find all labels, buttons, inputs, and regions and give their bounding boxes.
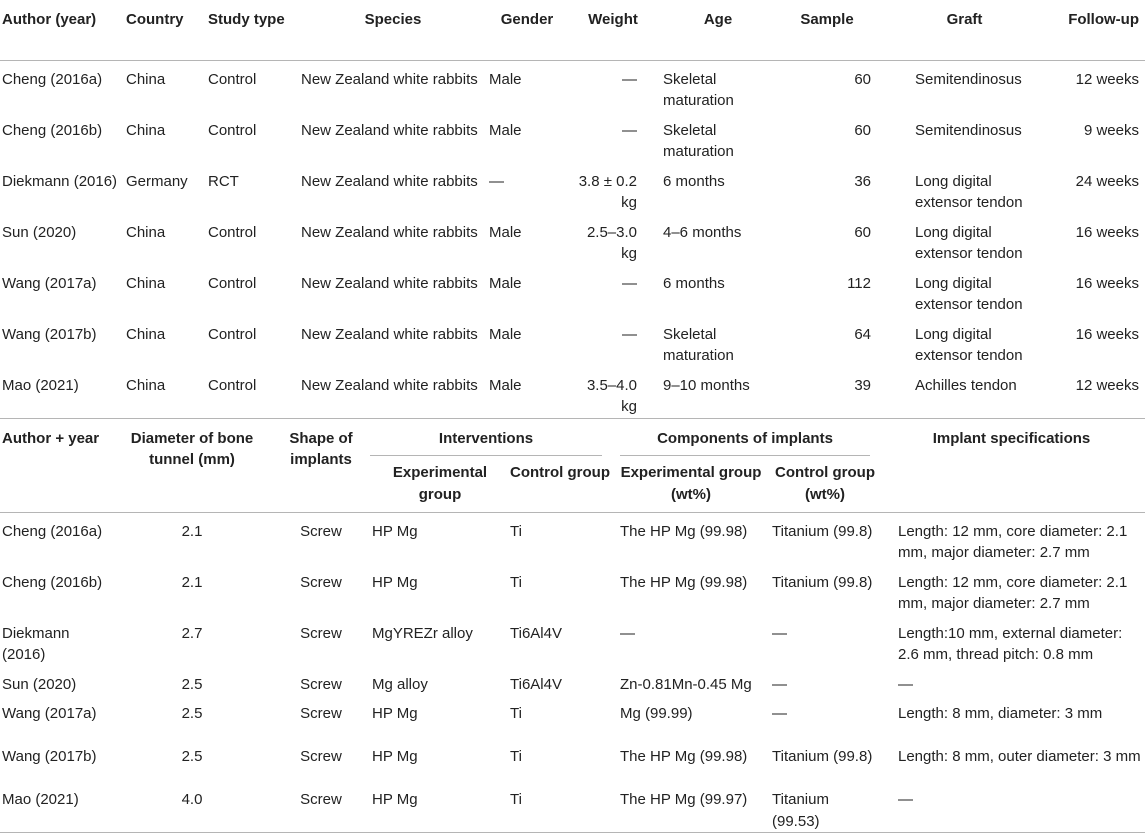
cell-shape: Screw — [272, 666, 370, 696]
cell-diameter: 4.0 — [112, 781, 272, 833]
cell-author: Wang (2017b) — [0, 738, 112, 781]
cell-author: Wang (2017a) — [0, 265, 124, 316]
cell-comp-experimental: The HP Mg (99.98) — [610, 512, 772, 564]
cell-weight: — — [567, 112, 659, 163]
cell-int-experimental: HP Mg — [370, 564, 510, 615]
table-row — [0, 512, 1145, 564]
cell-comp-experimental: Mg (99.99) — [610, 695, 772, 738]
cell-age: Skeletal maturation — [659, 60, 777, 112]
cell-age: 4–6 months — [659, 214, 777, 265]
cell-int-experimental: MgYREZr alloy — [370, 615, 510, 666]
cell-species: New Zealand white rabbits — [299, 265, 487, 316]
cell-int-experimental: HP Mg — [370, 512, 510, 564]
cell-comp-experimental: — — [610, 615, 772, 666]
cell-comp-experimental: Zn-0.81Mn-0.45 Mg — [610, 666, 772, 696]
table-row — [0, 564, 1145, 615]
cell-sample: 60 — [777, 112, 877, 163]
col-gender: Gender — [487, 0, 567, 60]
cell-followup: 9 weeks — [1052, 112, 1145, 163]
cell-weight: 3.5–4.0 kg — [567, 367, 659, 419]
cell-comp-control: Titanium (99.53) — [772, 781, 878, 833]
cell-weight: — — [567, 316, 659, 367]
cell-country: China — [124, 367, 206, 419]
cell-sample: 60 — [777, 60, 877, 112]
col-comp-experimental: Experimental group (wt%) — [610, 456, 772, 512]
cell-author: Mao (2021) — [0, 781, 112, 833]
col-graft: Graft — [877, 0, 1052, 60]
table-row — [0, 367, 1145, 419]
cell-specs: Length: 12 mm, core diameter: 2.1 mm, major diameter: 2.7 mm — [878, 512, 1145, 564]
cell-int-experimental: HP Mg — [370, 738, 510, 781]
cell-diameter: 2.5 — [112, 738, 272, 781]
table-row — [0, 214, 1145, 265]
table-row — [0, 265, 1145, 316]
cell-weight: 3.8 ± 0.2 kg — [567, 163, 659, 214]
cell-author: Wang (2017b) — [0, 316, 124, 367]
cell-gender: Male — [487, 214, 567, 265]
cell-comp-experimental: The HP Mg (99.98) — [610, 738, 772, 781]
cell-weight: 2.5–3.0 kg — [567, 214, 659, 265]
col-age: Age — [659, 0, 777, 60]
cell-followup: 16 weeks — [1052, 214, 1145, 265]
col-implant-specs: Implant specifications — [878, 419, 1145, 513]
col-int-experimental: Experimental group — [370, 456, 510, 512]
cell-comp-control: — — [772, 695, 878, 738]
cell-species: New Zealand white rabbits — [299, 316, 487, 367]
cell-study-type: Control — [206, 214, 299, 265]
table-row — [0, 615, 1145, 666]
cell-int-control: Ti — [510, 564, 610, 615]
cell-comp-control: — — [772, 666, 878, 696]
cell-weight: — — [567, 60, 659, 112]
col-species: Species — [299, 0, 487, 60]
cell-diameter: 2.1 — [112, 564, 272, 615]
table-row — [0, 666, 1145, 696]
cell-species: New Zealand white rabbits — [299, 367, 487, 419]
cell-int-experimental: Mg alloy — [370, 666, 510, 696]
col-study-type: Study type — [206, 0, 299, 60]
cell-int-control: Ti — [510, 695, 610, 738]
table-row — [0, 163, 1145, 214]
cell-species: New Zealand white rabbits — [299, 60, 487, 112]
cell-gender: Male — [487, 316, 567, 367]
cell-sample: 36 — [777, 163, 877, 214]
cell-age: 6 months — [659, 265, 777, 316]
table1-header-row — [0, 0, 1145, 60]
cell-sample: 60 — [777, 214, 877, 265]
components-label: Components of implants — [620, 428, 870, 457]
implant-characteristics-table — [0, 419, 1145, 833]
cell-sample: 112 — [777, 265, 877, 316]
cell-graft: Long digital extensor tendon — [877, 214, 1052, 265]
cell-shape: Screw — [272, 738, 370, 781]
cell-graft: Semitendinosus — [877, 60, 1052, 112]
cell-int-control: Ti — [510, 781, 610, 833]
table2-header-row — [0, 419, 1145, 457]
col-int-control: Control group — [510, 456, 610, 512]
cell-followup: 24 weeks — [1052, 163, 1145, 214]
col-group-components — [610, 419, 878, 457]
cell-gender: Male — [487, 112, 567, 163]
cell-specs: Length: 12 mm, core diameter: 2.1 mm, major diameter: 2.7 mm — [878, 564, 1145, 615]
cell-followup: 12 weeks — [1052, 367, 1145, 419]
cell-followup: 12 weeks — [1052, 60, 1145, 112]
cell-shape: Screw — [272, 781, 370, 833]
table-row — [0, 738, 1145, 781]
cell-weight: — — [567, 265, 659, 316]
cell-author: Wang (2017a) — [0, 695, 112, 738]
col-followup: Follow-up — [1052, 0, 1145, 60]
table-row — [0, 112, 1145, 163]
cell-author: Cheng (2016a) — [0, 512, 112, 564]
cell-study-type: Control — [206, 112, 299, 163]
cell-age: 9–10 months — [659, 367, 777, 419]
cell-sample: 39 — [777, 367, 877, 419]
cell-followup: 16 weeks — [1052, 316, 1145, 367]
cell-diameter: 2.1 — [112, 512, 272, 564]
cell-graft: Semitendinosus — [877, 112, 1052, 163]
cell-int-experimental: HP Mg — [370, 695, 510, 738]
cell-comp-control: Titanium (99.8) — [772, 738, 878, 781]
col-diameter-bone-tunnel: Diameter of bone tunnel (mm) — [112, 419, 272, 513]
table-row — [0, 781, 1145, 833]
interventions-label: Interventions — [370, 428, 602, 457]
cell-graft: Long digital extensor tendon — [877, 265, 1052, 316]
cell-species: New Zealand white rabbits — [299, 163, 487, 214]
cell-country: China — [124, 265, 206, 316]
cell-author: Cheng (2016b) — [0, 564, 112, 615]
cell-shape: Screw — [272, 512, 370, 564]
cell-age: Skeletal maturation — [659, 112, 777, 163]
cell-study-type: Control — [206, 316, 299, 367]
cell-country: China — [124, 214, 206, 265]
cell-int-experimental: HP Mg — [370, 781, 510, 833]
col-shape-implants: Shape of implants — [272, 419, 370, 513]
col-sample: Sample — [777, 0, 877, 60]
cell-specs: Length:10 mm, external diameter: 2.6 mm, thread pitch: 0.8 mm — [878, 615, 1145, 666]
col-weight: Weight — [567, 0, 659, 60]
cell-diameter: 2.5 — [112, 695, 272, 738]
table-row — [0, 60, 1145, 112]
cell-diameter: 2.5 — [112, 666, 272, 696]
cell-gender: Male — [487, 265, 567, 316]
cell-gender: Male — [487, 60, 567, 112]
col-comp-control: Control group (wt%) — [772, 456, 878, 512]
cell-author: Sun (2020) — [0, 214, 124, 265]
cell-country: China — [124, 60, 206, 112]
cell-int-control: Ti — [510, 738, 610, 781]
cell-author: Mao (2021) — [0, 367, 124, 419]
cell-study-type: Control — [206, 367, 299, 419]
cell-author: Diekmann (2016) — [0, 163, 124, 214]
cell-author: Sun (2020) — [0, 666, 112, 696]
cell-shape: Screw — [272, 695, 370, 738]
cell-shape: Screw — [272, 615, 370, 666]
cell-gender: — — [487, 163, 567, 214]
cell-specs: — — [878, 666, 1145, 696]
cell-author: Cheng (2016a) — [0, 60, 124, 112]
cell-country: China — [124, 316, 206, 367]
table2-body — [0, 512, 1145, 833]
cell-study-type: RCT — [206, 163, 299, 214]
cell-comp-experimental: The HP Mg (99.97) — [610, 781, 772, 833]
cell-graft: Long digital extensor tendon — [877, 316, 1052, 367]
col-author-year: Author (year) — [0, 0, 124, 60]
cell-species: New Zealand white rabbits — [299, 214, 487, 265]
cell-sample: 64 — [777, 316, 877, 367]
cell-country: China — [124, 112, 206, 163]
cell-specs: Length: 8 mm, diameter: 3 mm — [878, 695, 1145, 738]
table-row — [0, 695, 1145, 738]
cell-study-type: Control — [206, 60, 299, 112]
cell-comp-experimental: The HP Mg (99.98) — [610, 564, 772, 615]
cell-diameter: 2.7 — [112, 615, 272, 666]
cell-specs: — — [878, 781, 1145, 833]
cell-age: Skeletal maturation — [659, 316, 777, 367]
table1-body — [0, 60, 1145, 418]
cell-graft: Achilles tendon — [877, 367, 1052, 419]
cell-comp-control: Titanium (99.8) — [772, 564, 878, 615]
cell-species: New Zealand white rabbits — [299, 112, 487, 163]
cell-country: Germany — [124, 163, 206, 214]
cell-author: Cheng (2016b) — [0, 112, 124, 163]
cell-int-control: Ti6Al4V — [510, 615, 610, 666]
cell-comp-control: Titanium (99.8) — [772, 512, 878, 564]
cell-age: 6 months — [659, 163, 777, 214]
cell-study-type: Control — [206, 265, 299, 316]
cell-shape: Screw — [272, 564, 370, 615]
col-group-interventions — [370, 419, 610, 457]
col-country: Country — [124, 0, 206, 60]
cell-int-control: Ti6Al4V — [510, 666, 610, 696]
cell-comp-control: — — [772, 615, 878, 666]
cell-specs: Length: 8 mm, outer diameter: 3 mm — [878, 738, 1145, 781]
cell-gender: Male — [487, 367, 567, 419]
col-author-plus-year: Author + year — [0, 419, 112, 513]
cell-graft: Long digital extensor tendon — [877, 163, 1052, 214]
cell-int-control: Ti — [510, 512, 610, 564]
table-row — [0, 316, 1145, 367]
cell-author: Diekmann (2016) — [0, 615, 112, 666]
cell-followup: 16 weeks — [1052, 265, 1145, 316]
